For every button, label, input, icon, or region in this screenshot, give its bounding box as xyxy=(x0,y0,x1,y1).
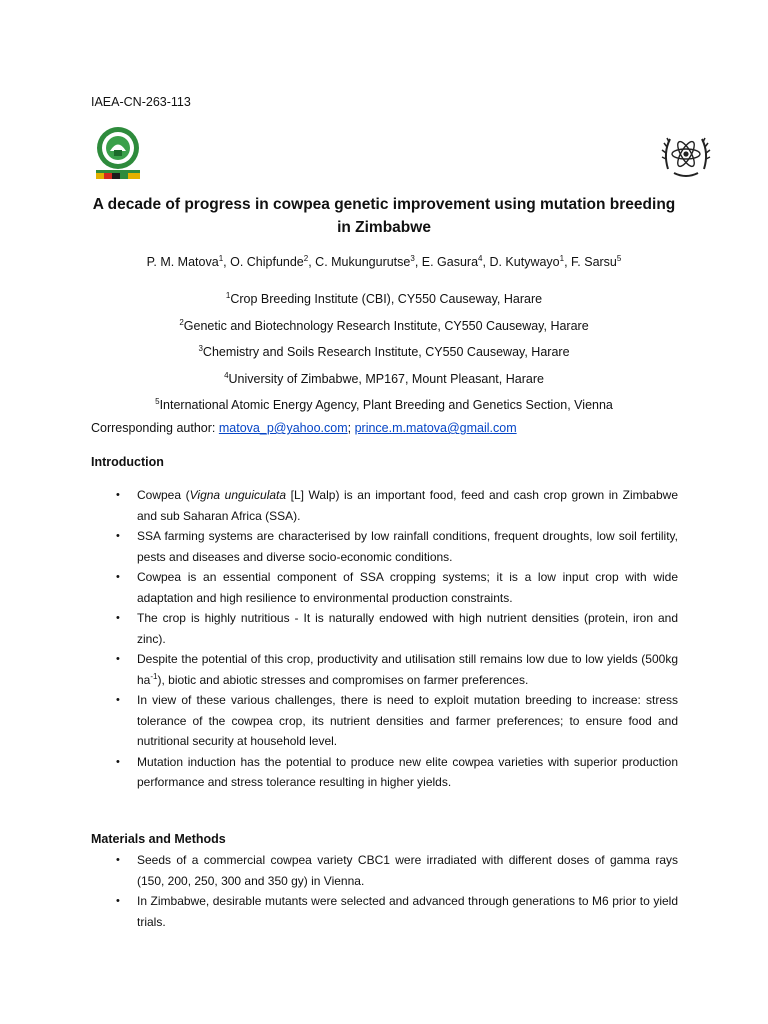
introduction-list xyxy=(110,485,678,793)
corresponding-author-label: Corresponding author: xyxy=(91,421,216,435)
list-item: • Mutation induction has the potential to produce new elite cowpea varieties with superior production performance and stress tolerance resulting in higher yields. xyxy=(110,752,678,793)
materials-methods-list xyxy=(110,850,678,932)
iaea-logo-graphic xyxy=(660,129,712,181)
email-link-secondary[interactable]: prince.m.matova@gmail.com xyxy=(354,421,517,435)
affiliation: $^3$Chemistry and Soils Research Institute, CY550 Causeway, Harare xyxy=(198,343,570,359)
affiliation: $^2$Genetic and Biotechnology Research Institute, CY550 Causeway, Harare xyxy=(179,317,589,333)
author: E. Gasura xyxy=(421,255,479,269)
list-item: • Cowpea is an essential component of SSA cropping systems; it is a low input crop with wide adaptation and high resilience to environmental production constraints. xyxy=(110,567,678,608)
affiliation: $^1$Crop Breeding Institute (CBI), CY550 Causeway, Harare xyxy=(225,290,543,306)
email-separator: ; xyxy=(347,421,352,435)
species-name: Vigna unguiculata xyxy=(189,488,287,502)
materials-methods-heading: Materials and Methods xyxy=(91,832,226,846)
author: P. M. Matova xyxy=(146,255,219,269)
list-item: • Seeds of a commercial cowpea variety CBC1 were irradiated with different doses of gamma rays (150, 200, 250, 300 and 350 gy) in Vienna. xyxy=(110,850,678,891)
list-item: • In Zimbabwe, desirable mutants were selected and advanced through generations to M6 prior to yield trials. xyxy=(110,891,678,932)
author-affiliation-mark: 5 xyxy=(616,253,622,263)
institute-logo-graphic xyxy=(93,126,143,180)
author-affiliation-mark: 3 xyxy=(410,253,415,263)
author: O. Chipfunde xyxy=(230,255,304,269)
author-affiliation-mark: 1 xyxy=(218,253,224,263)
affiliation: $^4$University of Zimbabwe, MP167, Mount Pleasant, Harare xyxy=(224,370,544,386)
list-item: • Despite the potential of this crop, productivity and utilisation still remains low due to low yields (500kg $ha^{-1}$), biotic and abiotic stresses and compromises on farmer preferences. xyxy=(110,649,678,690)
author-affiliation-mark: 4 xyxy=(478,253,483,263)
author: D. Kutywayo xyxy=(489,255,560,269)
author-affiliation-mark: 1 xyxy=(559,253,565,263)
list-item: • SSA farming systems are characterised by low rainfall conditions, frequent droughts, low soil fertility, pests and diseases and diverse socio-economic conditions. xyxy=(110,526,678,567)
author-affiliation-mark: 2 xyxy=(303,253,309,263)
paper-title: A decade of progress in cowpea genetic improvement using mutation breeding in Zimbabwe xyxy=(92,196,676,236)
list-item: • The crop is highly nutritious - It is naturally endowed with high nutrient densities (protein, iron and zinc). xyxy=(110,608,678,649)
institute-logo xyxy=(93,126,143,180)
document-id: IAEA-CN-263-113 xyxy=(91,95,191,109)
list-item: • In view of these various challenges, there is need to exploit mutation breeding to increase: stress tolerance of the cowpea crop, its nutrient densities and farmer preferences; to ensure food and nutritional security at household level. xyxy=(110,690,678,752)
introduction-heading: Introduction xyxy=(91,455,164,469)
email-link-primary[interactable]: matova_p@yahoo.com xyxy=(218,421,348,435)
author-list: P. M. Matova$^1$, O. Chipfunde$^2$, C. Mukungurutse$^3$, E. Gasura$^4$, D. Kutywayo$^1$, F. Sarsu$^5$ xyxy=(146,253,622,269)
author: C. Mukungurutse xyxy=(315,255,411,269)
author: F. Sarsu xyxy=(571,255,617,269)
list-item: • Cowpea (Vigna unguiculata [L] Walp) is an important food, feed and cash crop grown in Zimbabwe and sub Saharan Africa (SSA). xyxy=(110,485,678,526)
affiliation: $^5$International Atomic Energy Agency, Plant Breeding and Genetics Section, Vienna xyxy=(155,396,613,412)
corresponding-author xyxy=(91,421,517,435)
iaea-logo xyxy=(660,129,712,181)
affiliation-list xyxy=(90,292,678,425)
